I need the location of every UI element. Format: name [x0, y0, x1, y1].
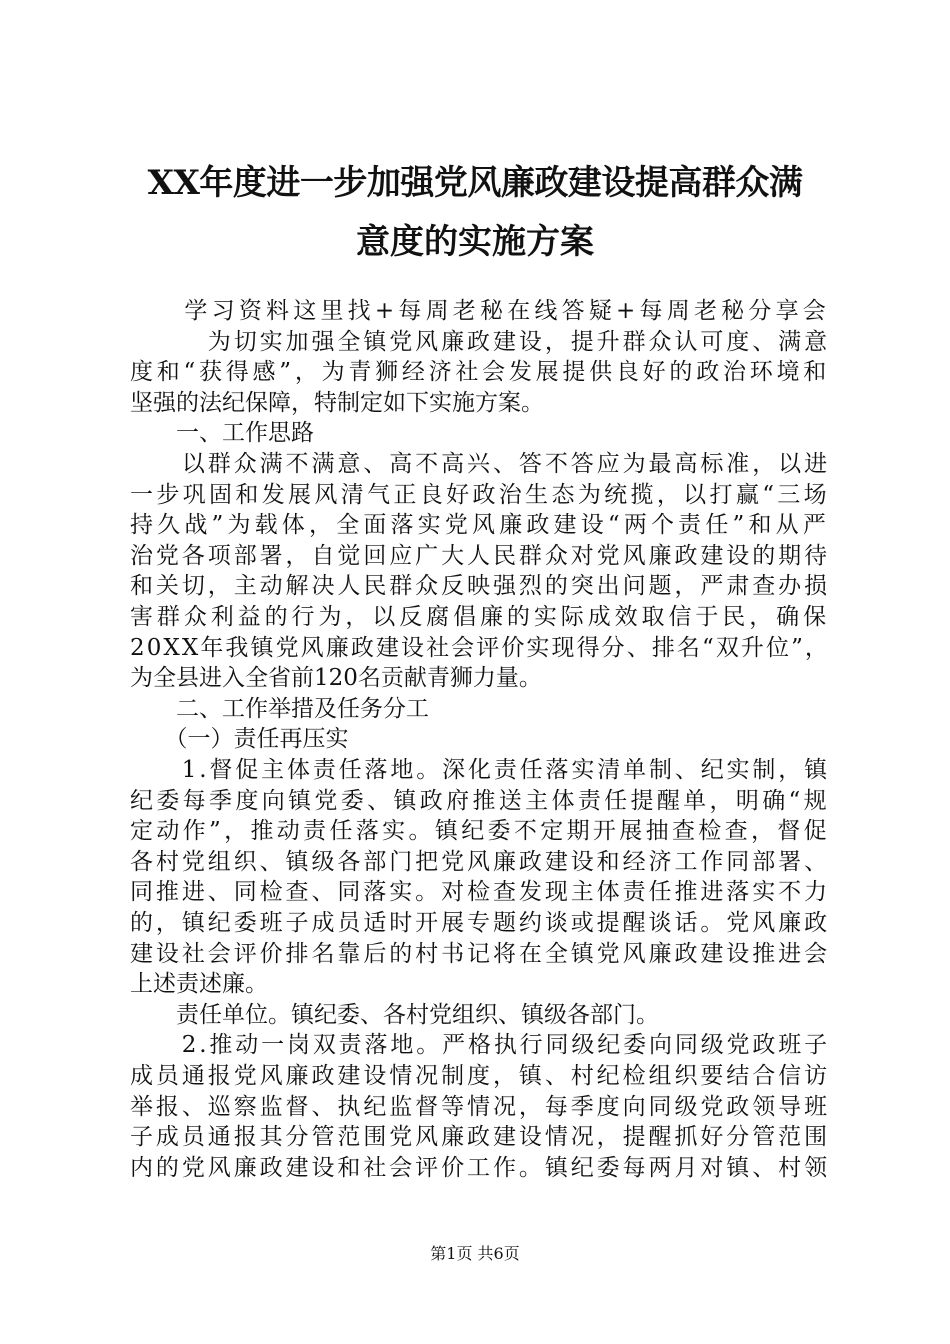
document-line: 20XX年我镇党风廉政建设社会评价实现得分、排名“双升位”， [130, 634, 830, 661]
document-line: 子成员通报其分管范围党风廉政建设情况，提醒抓好分管范围 [130, 1124, 830, 1151]
document-line: 定动作”，推动责任落实。镇纪委不定期开展抽查检查，督促 [130, 818, 830, 845]
document-line: 以群众满不满意、高不高兴、答不答应为最高标准，以进 [130, 451, 830, 477]
document-line: 一、工作思路 [130, 420, 314, 447]
document-line: 建设社会评价排名靠后的村书记将在全镇党风廉政建设推进会 [130, 940, 830, 967]
document-line: 和关切，主动解决人民群众反映强烈的突出问题，严肃查办损 [130, 573, 830, 600]
document-line: 举报、巡察监督、执纪监督等情况，每季度向同级党政领导班 [130, 1093, 830, 1120]
page-footer: 第1页 共6页 [430, 1244, 520, 1263]
document-line: 坚强的法纪保障，特制定如下实施方案。 [130, 389, 544, 416]
document-line: 一步巩固和发展风清气正良好政治生态为统揽，以打赢“三场 [130, 481, 830, 508]
document-line: 持久战”为载体，全面落实党风廉政建设“两个责任”和从严 [130, 512, 830, 539]
document-line: 2.推动一岗双责落地。严格执行同级纪委向同级党政班子 [130, 1032, 830, 1059]
document-line: 治党各项部署，自觉回应广大人民群众对党风廉政建设的期待 [130, 542, 830, 569]
document-line: 度和“获得感”，为青狮经济社会发展提供良好的政治环境和 [130, 359, 830, 386]
document-title-line1: XX年度进一步加强党风廉政建设提高群众满 [147, 163, 803, 203]
document-line: 内的党风廉政建设和社会评价工作。镇纪委每两月对镇、村领 [130, 1154, 830, 1181]
document-line: 上述责述廉。 [130, 971, 268, 998]
document-line: 纪委每季度向镇党委、镇政府推送主体责任提醒单，明确“规 [130, 787, 830, 814]
document-line: 为切实加强全镇党风廉政建设，提升群众认可度、满意 [130, 328, 830, 355]
document-line: 同推进、同检查、同落实。对检查发现主体责任推进落实不力 [130, 879, 830, 906]
document-line: 的，镇纪委班子成员适时开展专题约谈或提醒谈话。党风廉政 [130, 910, 830, 936]
document-line: 害群众利益的行为，以反腐倡廉的实际成效取信于民，确保 [130, 604, 830, 630]
document-line: 为全县进入全省前120名贡献青狮力量。 [130, 665, 542, 692]
document-line: （一）责任再压实 [130, 726, 349, 753]
document-line: 各村党组织、镇级各部门把党风廉政建设和经济工作同部署、 [130, 848, 830, 875]
document-line: 责任单位。镇纪委、各村党组织、镇级各部门。 [130, 1001, 659, 1028]
document-title-line2: 意度的实施方案 [356, 222, 594, 262]
document-line: 学习资料这里找+每周老秘在线答疑+每周老秘分享会 [130, 298, 830, 324]
document-line: 二、工作举措及任务分工 [130, 695, 429, 722]
document-line: 1.督促主体责任落地。深化责任落实清单制、纪实制，镇 [130, 757, 830, 783]
document-line: 成员通报党风廉政建设情况制度，镇、村纪检组织要结合信访 [130, 1063, 830, 1089]
